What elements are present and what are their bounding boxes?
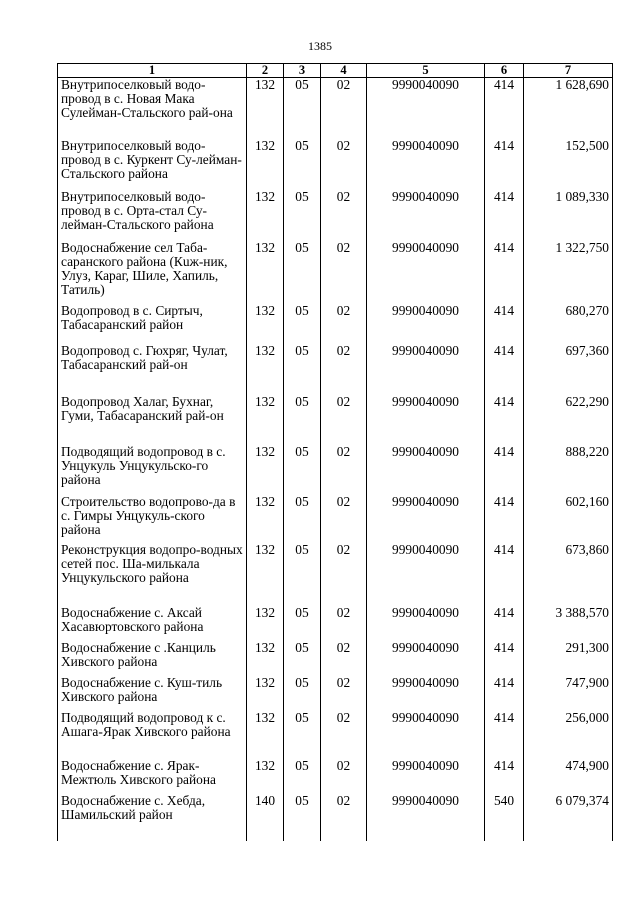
cell-amount: 747,900 [524,676,613,711]
cell-col3: 05 [284,241,321,304]
cell-amount: 1 089,330 [524,190,613,241]
budget-table [57,63,613,841]
row-name: Подводящий водопровод в с. Унцукуль Унцукульско-го района [58,445,247,495]
cell-col2: 132 [247,395,284,445]
table-row [58,241,613,304]
cell-col4: 02 [321,543,367,606]
row-name: Реконструкция водопро-водных сетей пос. Ша-милькала Унцукульского района [58,543,247,606]
cell-col4: 02 [321,445,367,495]
table-row [58,794,613,829]
row-name: Внутрипоселковый водо-провод в с. Куркент Су-лейман-Стальского района [58,139,247,190]
cell-col5: 9990040090 [367,543,485,606]
row-name: Водоснабжение с. Хебда, Шамильский район [58,794,247,829]
table-row [58,190,613,241]
cell-col2: 132 [247,543,284,606]
cell-amount: 6 079,374 [524,794,613,829]
row-name: Водоснабжение с. Ярак-Межтюль Хивского района [58,759,247,794]
cell-col6: 414 [485,711,524,759]
cell-col5: 9990040090 [367,759,485,794]
cell-col6: 414 [485,344,524,395]
table-row [58,543,613,606]
cell-col5: 9990040090 [367,711,485,759]
cell-col4: 02 [321,344,367,395]
cell-col6: 414 [485,190,524,241]
cell-col6: 414 [485,676,524,711]
table-row [58,445,613,495]
cell-col5: 9990040090 [367,344,485,395]
cell-col5: 9990040090 [367,395,485,445]
cell-col4: 02 [321,78,367,139]
cell-col2: 132 [247,78,284,139]
column-header: 1 [58,64,247,78]
cell-col5: 9990040090 [367,794,485,829]
cell-col2: 132 [247,445,284,495]
column-header: 7 [524,64,613,78]
cell-col3: 05 [284,190,321,241]
cell-col4: 02 [321,676,367,711]
table-row [58,606,613,641]
cell-col2: 132 [247,241,284,304]
row-name: Строительство водопрово-да в с. Гимры Унцукуль-ского района [58,495,247,543]
cell-col3: 05 [284,676,321,711]
table-row [58,78,613,139]
cell-col4: 02 [321,304,367,344]
column-header: 3 [284,64,321,78]
cell-col6: 414 [485,241,524,304]
cell-col3: 05 [284,495,321,543]
cell-col6: 414 [485,78,524,139]
cell-col2: 140 [247,794,284,829]
cell-col3: 05 [284,794,321,829]
row-name: Подводящий водопровод к с. Ашага-Ярак Хивского района [58,711,247,759]
cell-amount: 622,290 [524,395,613,445]
cell-col3: 05 [284,711,321,759]
cell-col5: 9990040090 [367,78,485,139]
row-name: Водоснабжение с .Канциль Хивского района [58,641,247,676]
cell-col6: 414 [485,641,524,676]
cell-amount: 1 322,750 [524,241,613,304]
cell-col2: 132 [247,606,284,641]
cell-col5: 9990040090 [367,445,485,495]
table-row [58,304,613,344]
cell-col3: 05 [284,344,321,395]
table-row [58,495,613,543]
cell-col2: 132 [247,304,284,344]
cell-col4: 02 [321,139,367,190]
cell-amount: 152,500 [524,139,613,190]
table-header-row [58,64,613,78]
cell-col3: 05 [284,445,321,495]
column-header: 2 [247,64,284,78]
row-name: Водоснабжение с. Аксай Хасавюртовского района [58,606,247,641]
cell-col2: 132 [247,139,284,190]
row-name: Водопровод Халаг, Бухнаг, Гуми, Табасаранский рай-он [58,395,247,445]
cell-amount: 602,160 [524,495,613,543]
cell-col2: 132 [247,495,284,543]
table-row [58,676,613,711]
cell-col4: 02 [321,794,367,829]
cell-col2: 132 [247,676,284,711]
cell-col6: 414 [485,543,524,606]
cell-col5: 9990040090 [367,241,485,304]
cell-amount: 680,270 [524,304,613,344]
row-name: Водоснабжение с. Куш-тиль Хивского района [58,676,247,711]
cell-col4: 02 [321,495,367,543]
cell-col6: 414 [485,759,524,794]
cell-amount: 474,900 [524,759,613,794]
cell-col3: 05 [284,759,321,794]
cell-col4: 02 [321,606,367,641]
cell-col6: 414 [485,395,524,445]
cell-col4: 02 [321,641,367,676]
cell-col6: 540 [485,794,524,829]
cell-col6: 414 [485,606,524,641]
cell-col6: 414 [485,139,524,190]
cell-col5: 9990040090 [367,676,485,711]
cell-col2: 132 [247,344,284,395]
cell-amount: 256,000 [524,711,613,759]
cell-col6: 414 [485,445,524,495]
cell-col5: 9990040090 [367,304,485,344]
cell-amount: 673,860 [524,543,613,606]
page-number: 1385 [308,39,332,53]
table-row [58,139,613,190]
cell-col5: 9990040090 [367,641,485,676]
row-name: Водоснабжение сел Таба-саранского района (Кuж-ник, Улуз, Караг, Шиле, Хапиль, Татиль) [58,241,247,304]
cell-col5: 9990040090 [367,606,485,641]
cell-col4: 02 [321,241,367,304]
cell-col4: 02 [321,759,367,794]
cell-col2: 132 [247,190,284,241]
cell-col5: 9990040090 [367,495,485,543]
row-name: Водопровод в с. Сиртыч, Табасаранский район [58,304,247,344]
cell-amount: 3 388,570 [524,606,613,641]
cell-col2: 132 [247,711,284,759]
cell-amount: 1 628,690 [524,78,613,139]
column-header: 4 [321,64,367,78]
cell-col2: 132 [247,641,284,676]
cell-col2: 132 [247,759,284,794]
cell-col5: 9990040090 [367,190,485,241]
row-name: Внутрипоселковый водо-провод в с. Новая Мака Сулейман-Стальского рай-она [58,78,247,139]
cell-col4: 02 [321,395,367,445]
cell-col3: 05 [284,78,321,139]
cell-col3: 05 [284,641,321,676]
cell-col3: 05 [284,304,321,344]
cell-amount: 291,300 [524,641,613,676]
cell-col4: 02 [321,190,367,241]
table-row-continuation [58,829,613,841]
cell-col5: 9990040090 [367,139,485,190]
table-row [58,395,613,445]
cell-col6: 414 [485,304,524,344]
table-row [58,344,613,395]
cell-col3: 05 [284,543,321,606]
row-name: Внутрипоселковый водо-провод в с. Орта-стал Су-лейман-Стальского района [58,190,247,241]
cell-col3: 05 [284,606,321,641]
cell-col4: 02 [321,711,367,759]
row-name: Водопровод с. Гюхряг, Чулат, Табасаранский рай-он [58,344,247,395]
table-row [58,641,613,676]
table-row [58,759,613,794]
cell-amount: 697,360 [524,344,613,395]
table-row [58,711,613,759]
column-header: 5 [367,64,485,78]
cell-col6: 414 [485,495,524,543]
column-header: 6 [485,64,524,78]
cell-col3: 05 [284,395,321,445]
cell-amount: 888,220 [524,445,613,495]
cell-col3: 05 [284,139,321,190]
